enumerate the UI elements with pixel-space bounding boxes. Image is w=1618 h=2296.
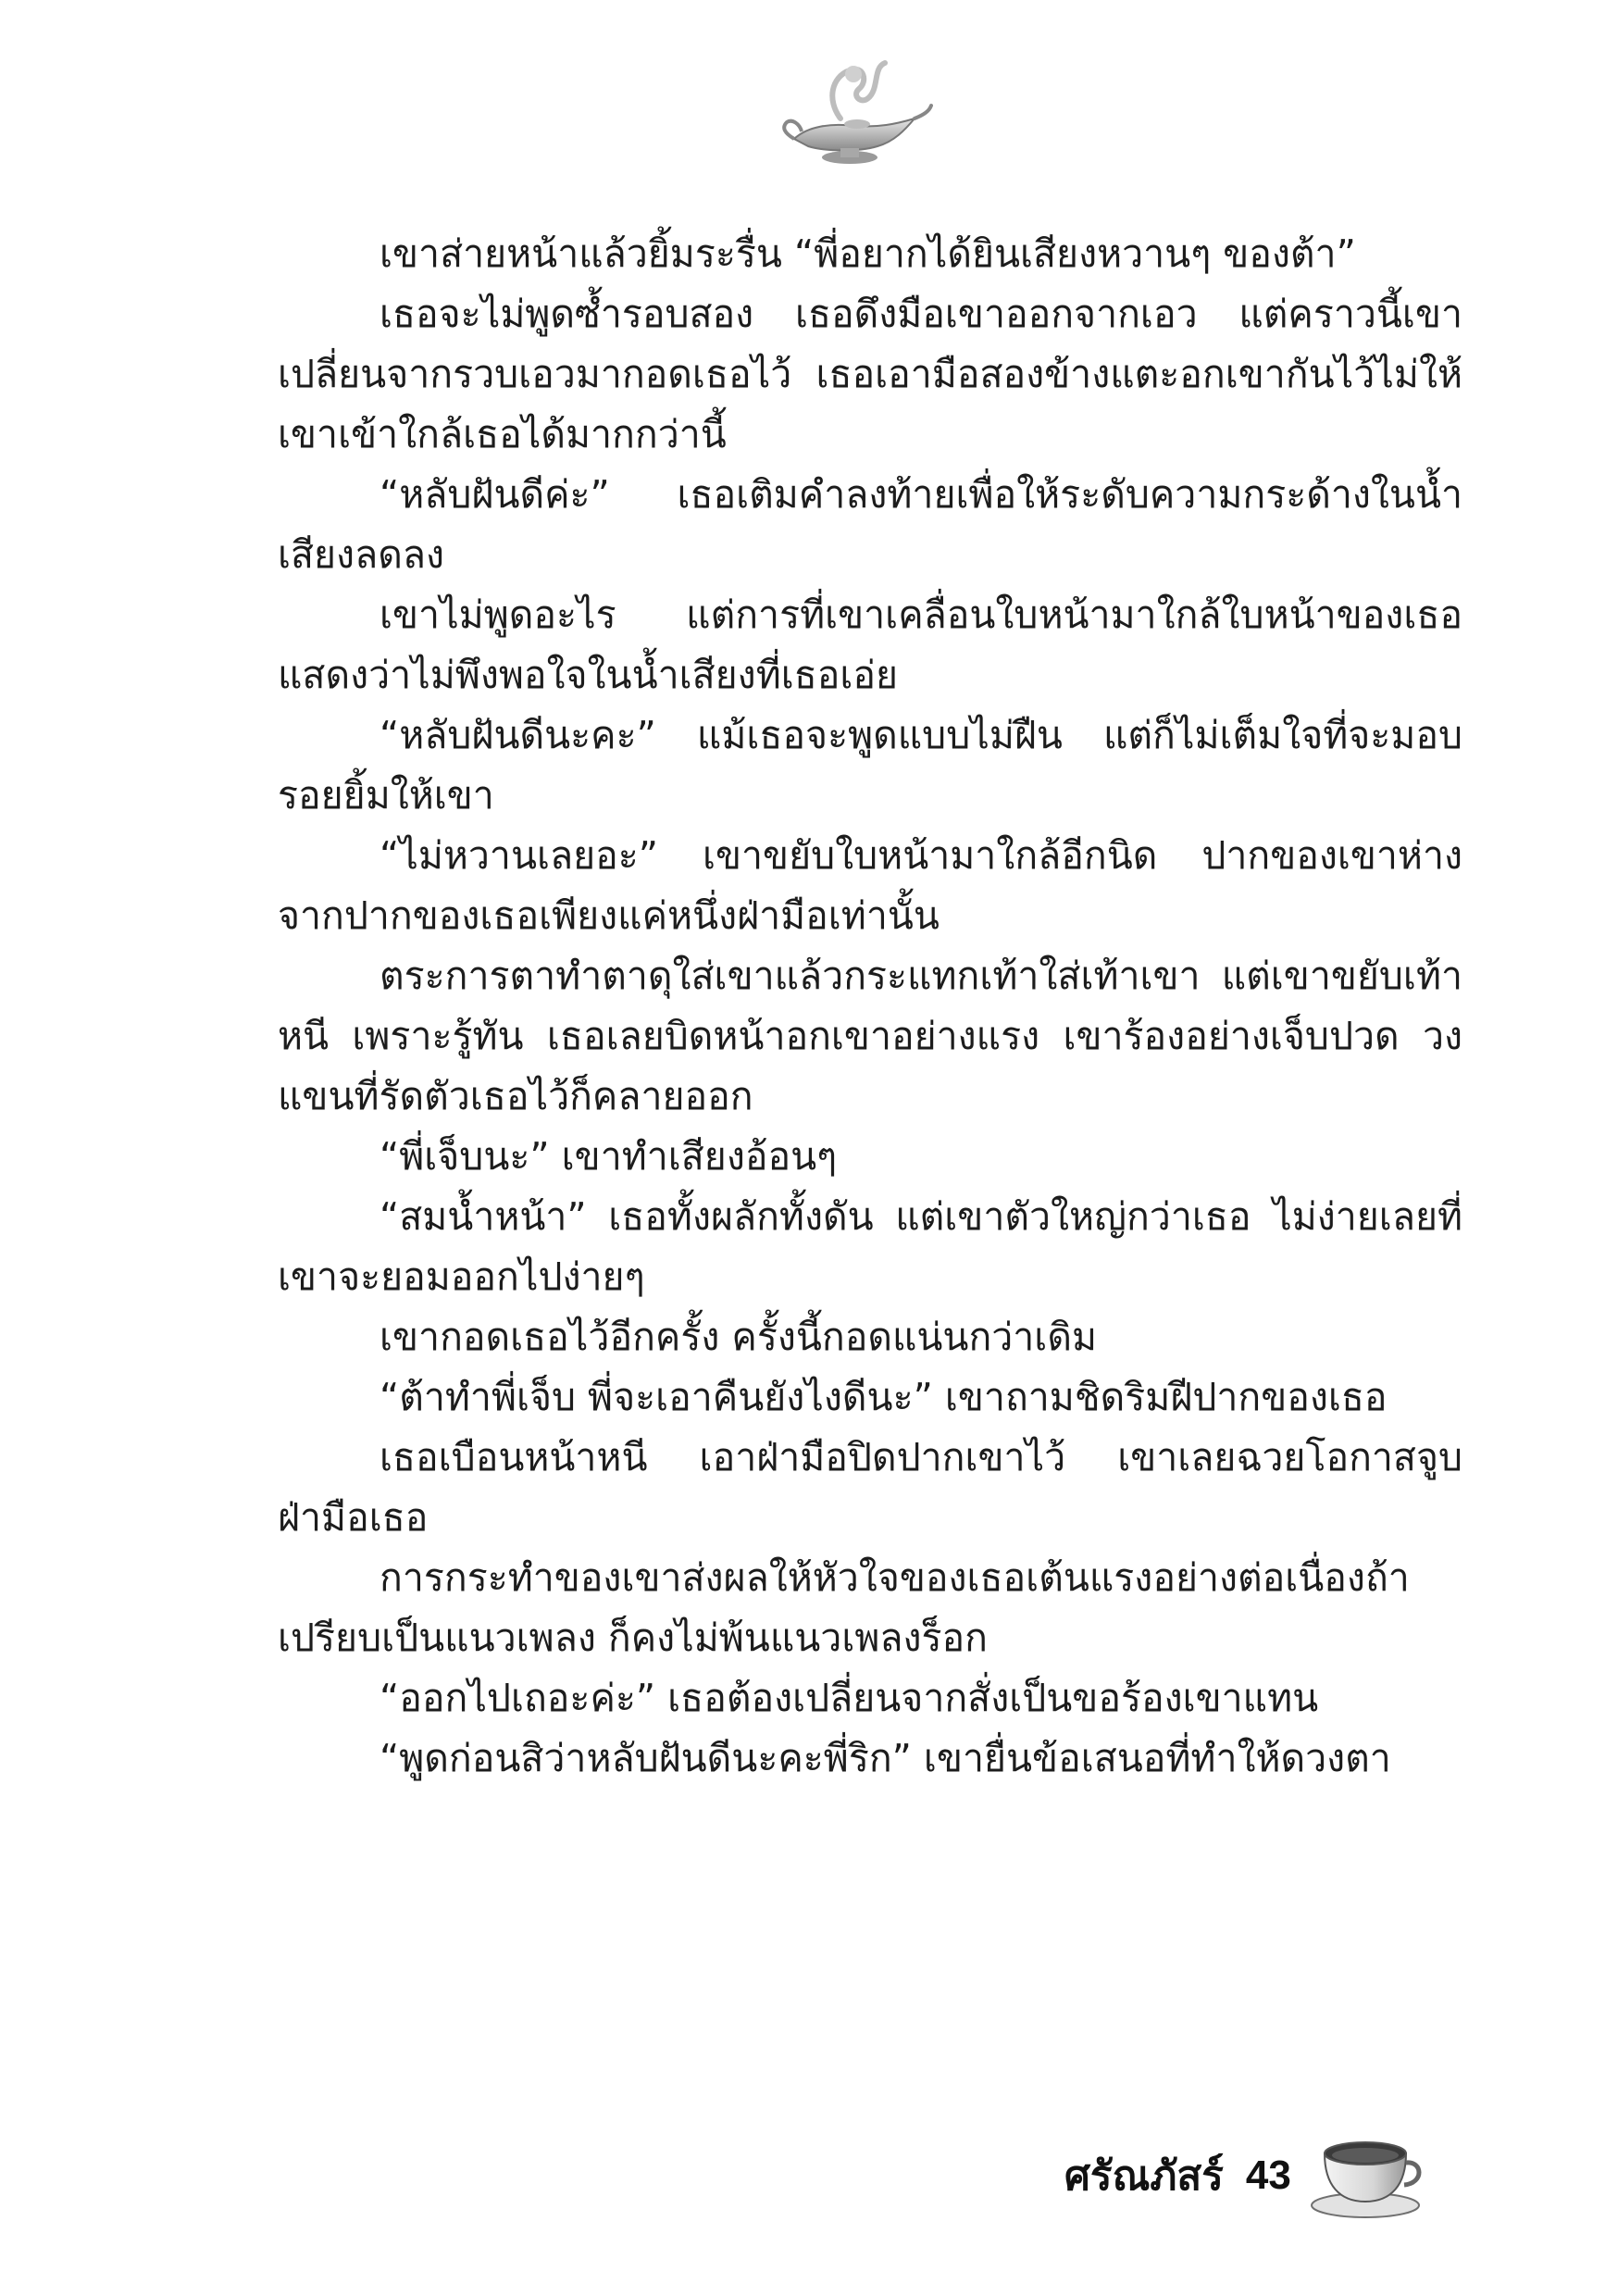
paragraph: เขากอดเธอไว้อีกครั้ง ครั้งนี้กอดแน่นกว่าเดิม: [380, 1315, 1097, 1359]
paragraph: “หลับฝันดีค่ะ” เธอเติมคำลงท้ายเพื่อให้ระดับความกระด้างในน้ำเสียงลดลง: [278, 472, 1462, 577]
paragraph: “พูดก่อนสิว่าหลับฝันดีนะคะพี่ริก” เขายื่นข้อเสนอที่ทำให้ดวงตา: [380, 1736, 1391, 1780]
paragraph: “ไม่หวานเลยอะ” เขาขยับใบหน้ามาใกล้อีกนิด ปากของเขาห่างจากปากของเธอเพียงแค่หนึ่งฝ่ามือเท่านั้น: [278, 833, 1462, 938]
paragraph: “พี่เจ็บนะ” เขาทำเสียงอ้อนๆ: [380, 1134, 838, 1179]
paragraph: “หลับฝันดีนะคะ” แม้เธอจะพูดแบบไม่ฝืน แต่ก็ไม่เต็มใจที่จะมอบรอยยิ้มให้เขา: [278, 713, 1462, 817]
paragraph: การกระทำของเขาส่งผลให้หัวใจของเธอเต้นแรงอย่างต่อเนื่องถ้าเปรียบเป็นแนวเพลง ก็คงไม่พ้นแนวเพลงร็อก: [278, 1555, 1410, 1660]
page-number: 43: [1245, 2152, 1291, 2198]
coffee-cup-icon: [1308, 2129, 1428, 2222]
paragraph: เขาส่ายหน้าแล้วยิ้มระรื่น “พี่อยากได้ยินเสียงหวานๆ ของต้า”: [380, 231, 1356, 276]
paragraph: เธอเบือนหน้าหนี เอาฝ่ามือปิดปากเขาไว้ เขาเลยฉวยโอกาสจูบฝ่ามือเธอ: [278, 1435, 1462, 1540]
genie-lamp-icon: [776, 54, 933, 174]
paragraph: ตระการตาทำตาดุใส่เขาแล้วกระแทกเท้าใส่เท้าเขา แต่เขาขยับเท้าหนี เพราะรู้ทัน เธอเลยบิดหน้าอกเขาอย่างแรง เขาร้องอย่างเจ็บปวด วงแขนที่รัดตัวเธอไว้ก็คลายออก: [278, 954, 1462, 1118]
page-footer: [1064, 2125, 1428, 2227]
paragraph: “ต้าทำพี่เจ็บ พี่จะเอาคืนยังไงดีนะ” เขาถามชิดริมฝีปากของเธอ: [380, 1375, 1388, 1419]
author-name: ศรัณภัสร์: [1064, 2152, 1224, 2200]
paragraph: เขาไม่พูดอะไร แต่การที่เขาเคลื่อนใบหน้ามาใกล้ใบหน้าของเธอแสดงว่าไม่พึงพอใจในน้ำเสียงที่เธอเอ่ย: [278, 593, 1462, 697]
paragraph: เธอจะไม่พูดซ้ำรอบสอง เธอดึงมือเขาออกจากเอว แต่คราวนี้เขาเปลี่ยนจากรวบเอวมากอดเธอไว้ เธอเอามือสองข้างแตะอกเขากันไว้ไม่ให้เขาเข้าใกล้เธอได้มากกว่านี้: [278, 292, 1462, 456]
paragraph: “สมน้ำหน้า” เธอทั้งผลักทั้งดัน แต่เขาตัวใหญ่กว่าเธอ ไม่ง่ายเลยที่เขาจะยอมออกไปง่ายๆ: [278, 1194, 1462, 1299]
paragraph: “ออกไปเถอะค่ะ” เธอต้องเปลี่ยนจากสั่งเป็นขอร้องเขาแทน: [380, 1676, 1319, 1720]
body-text: [278, 224, 1462, 1789]
